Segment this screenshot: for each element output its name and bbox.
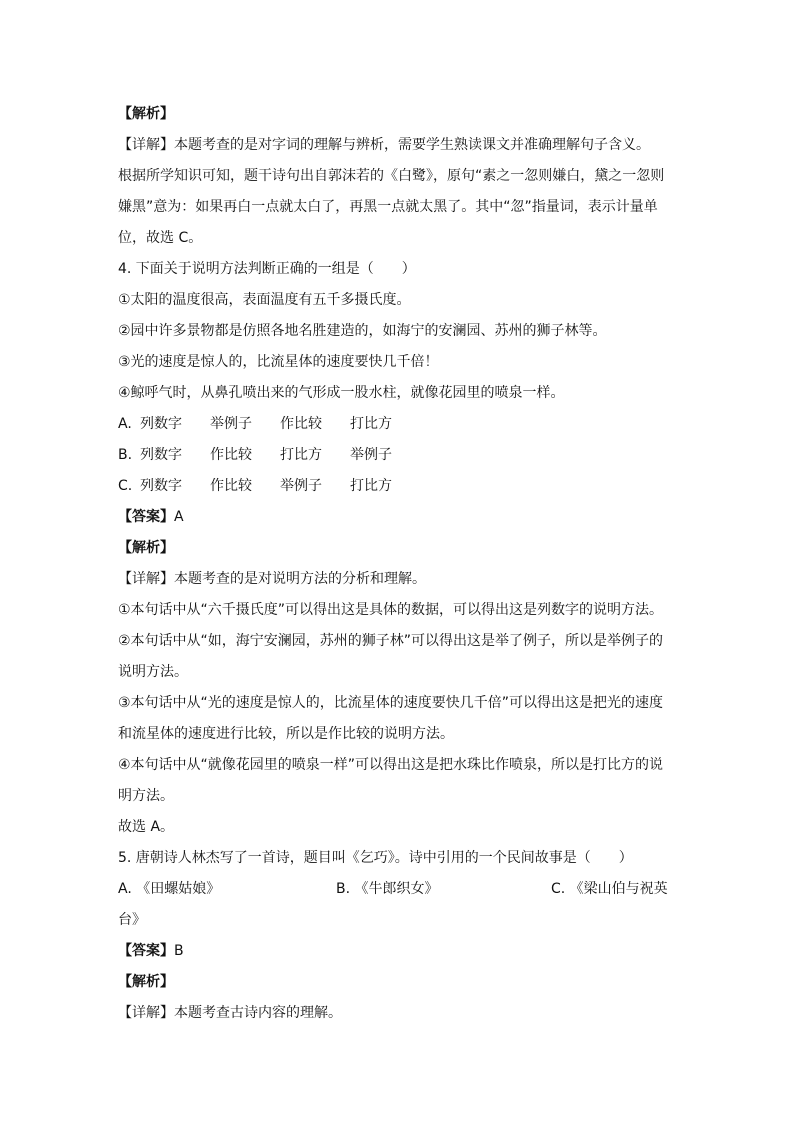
option-item: 举例子	[280, 478, 322, 494]
q4-detail: 【详解】本题考查的是对说明方法的分析和理解。	[118, 571, 426, 587]
option-item: 打比方	[280, 447, 322, 463]
q3-explanation-line-1: 根据所学知识可知，题干诗句出自郭沫若的《白鹭》，原句“素之一忽则嫌白，黛之一忽则	[118, 168, 665, 184]
q5-option-c-continued: 台》	[118, 912, 146, 928]
q5-answer	[118, 941, 184, 961]
q4-explanation-2a: ②本句话中从“如，海宁安澜园，苏州的狮子林”可以得出这是举了例子，所以是举例子的	[118, 633, 664, 649]
q3-explanation-line-2: 嫌黑”意为：如果再白一点就太白了，再黑一点就太黑了。其中“忽”指量词，表示计量单	[118, 199, 658, 215]
q5-stem: 5. 唐朝诗人林杰写了一首诗，题目叫《乞巧》。诗中引用的一个民间故事是（ ）	[118, 850, 633, 866]
q4-stem: 4. 下面关于说明方法判断正确的一组是（ ）	[118, 261, 416, 277]
q4-explanation-4b: 明方法。	[118, 788, 174, 804]
q5-options	[118, 879, 678, 899]
q4-explanation-1: ①本句话中从“六千摄氏度”可以得出这是具体的数据，可以得出这是列数字的说明方法。	[118, 602, 664, 618]
q4-explanation-2b: 说明方法。	[118, 664, 188, 680]
analysis-label: 【解析】	[118, 540, 174, 556]
q4-option-b	[118, 445, 718, 465]
q4-explanation-4a: ④本句话中从“就像花园里的喷泉一样”可以得出这是把水珠比作喷泉，所以是打比方的说	[118, 757, 664, 773]
option-item: 打比方	[350, 416, 392, 432]
option-item: 列数字	[140, 447, 182, 463]
option-item: 打比方	[350, 478, 392, 494]
analysis-label: 【解析】	[118, 106, 174, 122]
option-letter: A.	[118, 416, 132, 432]
answer-value: A	[174, 509, 184, 525]
q4-explanation-3b: 和流星体的速度进行比较，所以是作比较的说明方法。	[118, 726, 454, 742]
option-item: 作比较	[280, 416, 322, 432]
q4-sentence-2: ②园中许多景物都是仿照各地名胜建造的，如海宁的安澜园、苏州的狮子林等。	[118, 323, 607, 339]
q4-conclusion: 故选 A。	[118, 819, 175, 835]
q4-sentence-4: ④鲸呼气时，从鼻孔喷出来的气形成一股水柱，就像花园里的喷泉一样。	[118, 385, 565, 401]
option-item: 列数字	[140, 416, 182, 432]
option-item: 举例子	[210, 416, 252, 432]
answer-label: 【答案】	[118, 509, 174, 525]
option-letter: C.	[118, 478, 133, 494]
option-letter: B.	[118, 447, 133, 463]
q3-explanation-line-3: 位，故选 C。	[118, 230, 203, 246]
q4-sentence-3: ③光的速度是惊人的，比流星体的速度要快几千倍！	[118, 354, 439, 370]
analysis-label: 【解析】	[118, 974, 174, 990]
q5-option-c: C. 《梁山伯与祝英	[551, 881, 668, 897]
option-item: 作比较	[210, 447, 252, 463]
answer-label: 【答案】	[118, 943, 174, 959]
q5-option-a: A. 《田螺姑娘》	[118, 881, 221, 897]
q3-detail: 【详解】本题考查的是对字词的理解与辨析，需要学生熟读课文并准确理解句子含义。	[118, 137, 650, 153]
option-item: 列数字	[140, 478, 182, 494]
q4-sentence-1: ①太阳的温度很高，表面温度有五千多摄氏度。	[118, 292, 411, 308]
q4-answer	[118, 507, 184, 527]
q4-explanation-3a: ③本句话中从“光的速度是惊人的，比流星体的速度要快几千倍”可以得出这是把光的速度	[118, 695, 664, 711]
option-item: 举例子	[350, 447, 392, 463]
q4-option-a	[118, 414, 718, 434]
q5-detail: 【详解】本题考查古诗内容的理解。	[118, 1005, 342, 1021]
q4-option-c	[118, 476, 718, 496]
q5-option-b: B. 《牛郎织女》	[336, 881, 439, 897]
option-item: 作比较	[210, 478, 252, 494]
answer-value: B	[174, 943, 184, 959]
